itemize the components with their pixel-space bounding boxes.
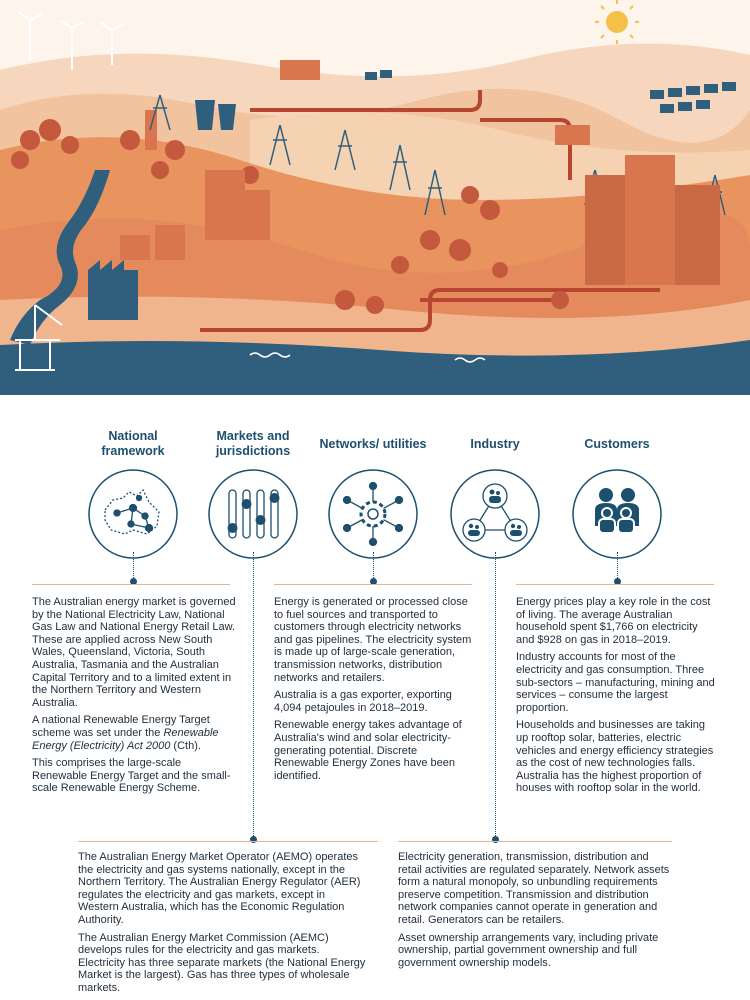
paragraph: Households and businesses are taking up rooftop solar, batteries, electric vehicles and energy efficiency strategies as the cost of new technologies falls. Australia has the highest proportion of houses with rooftop solar in the world. (516, 719, 714, 795)
connector-line (495, 552, 496, 840)
paragraph: Energy is generated or processed close to fuel sources and transported to customers through electricity networks and gas pipelines. The electricity system is made up of large-scale generation, transmission networks, distribution networks and retailers. (274, 596, 472, 684)
energy-landscape-illustration (0, 0, 750, 395)
category-national-framework (78, 428, 188, 565)
national-framework-text (32, 596, 238, 800)
paragraph: Renewable energy takes advantage of Australia's wind and solar electricity-generating potential. Discrete Renewable Energy Zones have been identified. (274, 719, 462, 782)
act-name: Renewable Energy (Electricity) Act 2000 (32, 726, 219, 752)
connector-line (253, 552, 254, 840)
divider-rule (32, 584, 230, 585)
category-title: Networks/ utilities (319, 436, 427, 451)
paragraph: The Australian energy market is governed by the National Electricity Law, National Gas Law and National Energy Retail Law. These are applied across New South Wales, Queensland, Victoria, South Australia, Tasmania and the Australian Capital Territory and to a limited extent in the Northern Territory and Western Australia. (32, 596, 236, 709)
paragraph: This comprises the large-scale Renewable Energy Target and the small-scale Renewable Energy Scheme. (32, 757, 231, 795)
divider-rule (398, 841, 672, 842)
paragraph: Energy prices play a key role in the cost of living. The average Australian household spent $1,766 on electricity and $928 on gas in 2018–2019. (516, 596, 711, 646)
paragraph: The Australian Energy Market Commission (AEMC) develops rules for the electricity and gas markets. Electricity has three separate markets (the National Energy Market is the largest). Gas has three types of wholesale markets. (78, 931, 366, 994)
australia-map-network-icon (87, 468, 179, 560)
paragraph: Asset ownership arrangements vary, including private ownership, partial government ownership and full government ownership models. (398, 931, 659, 969)
divider-rule (516, 584, 714, 585)
category-industry (440, 428, 550, 565)
category-title: Markets and jurisdictions (215, 429, 291, 458)
customers-text (516, 596, 716, 800)
industry-text (398, 851, 674, 974)
divider-rule (274, 584, 472, 585)
category-title: Customers (584, 436, 650, 451)
family-icon (571, 468, 663, 560)
category-customers (562, 428, 672, 565)
markets-text (78, 851, 368, 1000)
category-title: Industry (470, 436, 520, 451)
category-markets-jurisdictions (198, 428, 308, 565)
gear-network-icon (327, 468, 419, 560)
category-title: National framework (101, 429, 165, 458)
paragraph: Australia is a gas exporter, exporting 4,094 petajoules in 2018–2019. (274, 689, 452, 714)
networks-text (274, 596, 474, 787)
people-cycle-icon (449, 468, 541, 560)
text-span: (Cth). (170, 739, 201, 752)
paragraph: Industry accounts for most of the electricity and gas consumption. Three sub-sectors – manufacturing, mining and services – consume the largest proportion. (516, 651, 715, 714)
category-networks-utilities (318, 428, 428, 565)
paragraph: The Australian Energy Market Operator (AEMO) operates the electricity and gas systems nationally, except in the Northern Territory. The Australian Energy Regulator (AER) regulates the electricity and gas markets, except in Western Australia, which has the Economic Regulation Authority. (78, 851, 361, 926)
text-span: A national Renewable Energy Target scheme was set under the (32, 714, 210, 739)
paragraph (32, 714, 238, 752)
paragraph: Electricity generation, transmission, distribution and retail activities are regulated separately. Network assets form a natural monopoly, so unbundling requirements preserve competition. Transmission and distribution network companies cannot operate in generation and retail. Generators can be retailers. (398, 851, 670, 926)
divider-rule (78, 841, 378, 842)
slider-controls-icon (207, 468, 299, 560)
